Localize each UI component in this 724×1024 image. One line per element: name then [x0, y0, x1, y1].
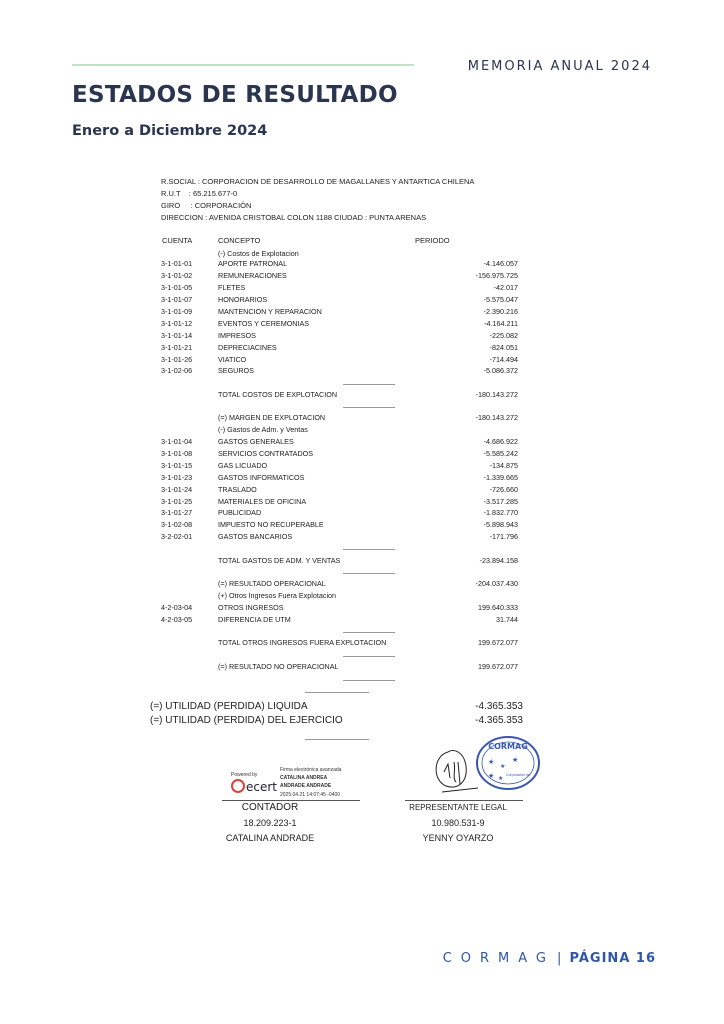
- firma-name-1: CATALINA ANDREA: [280, 775, 328, 781]
- row-amount: 31.744: [496, 615, 518, 624]
- row-code: 3-1-01-21: [161, 343, 193, 352]
- table-row: [0, 271, 724, 282]
- company-giro: GIRO : CORPORACIÓN: [161, 201, 252, 210]
- row-amount: -1.339.665: [483, 473, 518, 482]
- table-row: [0, 508, 724, 519]
- row-amount: -134.875: [489, 461, 518, 470]
- row-code: 3-1-01-08: [161, 449, 193, 458]
- row-amount: -180.143.272: [475, 413, 518, 422]
- column-header-cuenta: CUENTA: [162, 236, 193, 245]
- row-concept: IMPRESOS: [218, 331, 256, 340]
- ecert-logo: ecert: [231, 779, 277, 794]
- row-amount: -726.660: [489, 485, 518, 494]
- row-code: 3-2-02-01: [161, 532, 193, 541]
- row-concept: SEGUROS: [218, 366, 254, 375]
- total-rule: [305, 739, 369, 740]
- row-code: 3-1-01-02: [161, 271, 193, 280]
- table-row: [0, 259, 724, 270]
- row-code: 3-1-01-12: [161, 319, 193, 328]
- row-amount: -180.143.272: [475, 390, 518, 399]
- row-amount: -824.051: [489, 343, 518, 352]
- row-code: 4-2-03-04: [161, 603, 193, 612]
- table-row: [0, 437, 724, 448]
- page-subtitle: Enero a Diciembre 2024: [72, 123, 268, 139]
- row-amount: -5.585.242: [483, 449, 518, 458]
- row-amount: 199.640.333: [478, 603, 518, 612]
- row-amount: -5.898.943: [483, 520, 518, 529]
- page-number: PÁGINA 16: [569, 951, 656, 966]
- company-direccion: DIRECCION : AVENIDA CRISTOBAL COLON 1188 CIUDAD : PUNTA ARENAS: [161, 213, 427, 222]
- row-concept: PUBLICIDAD: [218, 508, 262, 517]
- footer-separator: |: [557, 951, 563, 966]
- table-row: [0, 295, 724, 306]
- row-concept: REMUNERACIONES: [218, 271, 287, 280]
- row-amount: -171.796: [489, 532, 518, 541]
- contador-rut: 18.209.223-1: [243, 818, 297, 828]
- row-concept: (-) Costos de Explotacion: [218, 249, 299, 258]
- subtotal-rule: [343, 407, 395, 408]
- row-concept: TOTAL COSTOS DE EXPLOTACION: [218, 390, 338, 399]
- row-concept: EVENTOS Y CEREMONIAS: [218, 319, 310, 328]
- row-concept: VIATICO: [218, 355, 247, 364]
- row-amount: -4.164.211: [484, 319, 518, 328]
- row-concept: GASTOS BANCARIOS: [218, 532, 293, 541]
- row-concept: IMPUESTO NO RECUPERABLE: [218, 520, 324, 529]
- table-row: [0, 520, 724, 531]
- subtotal-rule: [343, 573, 395, 574]
- row-concept: TRASLADO: [218, 485, 257, 494]
- row-amount: -204.037.430: [475, 579, 518, 588]
- row-code: 3-1-01-26: [161, 355, 193, 364]
- report-name: MEMORIA ANUAL 2024: [467, 59, 652, 74]
- column-header-periodo: PERIODO: [415, 236, 450, 245]
- row-concept: OTROS INGRESOS: [218, 603, 284, 612]
- representante-name: YENNY OYARZO: [422, 833, 494, 843]
- table-row: [0, 319, 724, 330]
- company-rut: R.U.T : 65.215.677-0: [161, 189, 238, 198]
- subtotal-rule: [343, 680, 395, 681]
- row-concept: (=) RESULTADO OPERACIONAL: [218, 579, 326, 588]
- row-concept: HONORARIOS: [218, 295, 268, 304]
- svg-text:Corporación de: Corporación de: [506, 773, 530, 777]
- powered-by-text: Powered by: [231, 772, 258, 778]
- row-code: 3-1-02-06: [161, 366, 193, 375]
- table-row: [0, 331, 724, 342]
- row-code: 3-1-01-01: [161, 259, 193, 268]
- row-code: 3-1-01-24: [161, 485, 193, 494]
- utilidad-liquida-label: (=) UTILIDAD (PERDIDA) LIQUIDA: [150, 701, 308, 712]
- row-code: 3-1-01-27: [161, 508, 193, 517]
- row-code: 3-1-01-23: [161, 473, 193, 482]
- row-amount: -3.517.285: [483, 497, 518, 506]
- row-amount: -714.494: [489, 355, 518, 364]
- row-concept: APORTE PATRONAL: [218, 259, 288, 268]
- utilidad-ejercicio-value: -4.365.353: [475, 715, 523, 726]
- row-amount: -23.894.158: [479, 556, 518, 565]
- table-row: [0, 413, 724, 424]
- row-code: 3-1-01-09: [161, 307, 193, 316]
- row-concept: FLETES: [218, 283, 246, 292]
- row-amount: -42.017: [493, 283, 518, 292]
- row-amount: 199.672.077: [478, 638, 518, 647]
- row-amount: -5.575.047: [483, 295, 518, 304]
- row-code: 4-2-03-05: [161, 615, 193, 624]
- representante-rut: 10.980.531-9: [431, 818, 485, 828]
- firma-date: 2025.04.21 14:07:45 -0400: [280, 792, 341, 798]
- svg-text:CORMAG: CORMAG: [488, 742, 528, 751]
- row-code: 3-1-01-14: [161, 331, 193, 340]
- contador-role: CONTADOR: [241, 802, 299, 813]
- signature-line-contador: [222, 800, 360, 801]
- row-concept: (=) MARGEN DE EXPLOTACION: [218, 413, 326, 422]
- utilidad-ejercicio-label: (=) UTILIDAD (PERDIDA) DEL EJERCICIO: [150, 715, 343, 726]
- table-row: [0, 307, 724, 318]
- row-code: 3-1-01-05: [161, 283, 193, 292]
- row-concept: TOTAL OTROS INGRESOS FUERA EXPLOTACION: [218, 638, 387, 647]
- subtotal-rule: [343, 632, 395, 633]
- table-row: [0, 603, 724, 614]
- row-concept: TOTAL GASTOS DE ADM. Y VENTAS: [218, 556, 341, 565]
- row-amount: -4.686.922: [483, 437, 518, 446]
- row-concept: DIFERENCIA DE UTM: [218, 615, 291, 624]
- subtotal-rule: [343, 656, 395, 657]
- row-concept: GASTOS INFORMATICOS: [218, 473, 305, 482]
- svg-text:★: ★: [488, 773, 495, 780]
- column-header-concepto: CONCEPTO: [218, 236, 261, 245]
- table-row: [0, 473, 724, 484]
- signature-line-representante: [405, 800, 523, 801]
- table-row: [0, 355, 724, 366]
- svg-text:★: ★: [500, 764, 506, 770]
- cormag-stamp: [474, 734, 542, 792]
- row-amount: -225.082: [489, 331, 518, 340]
- page-footer: [443, 951, 656, 966]
- row-amount: -5.086.372: [483, 366, 518, 375]
- table-row: [0, 615, 724, 626]
- table-row: [0, 390, 724, 401]
- table-row: [0, 591, 724, 602]
- ecert-icon: [231, 779, 245, 793]
- total-rule: [305, 692, 369, 693]
- row-code: 3-1-01-04: [161, 437, 193, 446]
- table-row: [0, 485, 724, 496]
- table-row: [0, 662, 724, 673]
- table-row: [0, 343, 724, 354]
- row-code: 3-1-01-25: [161, 497, 193, 506]
- row-code: 3-1-02-08: [161, 520, 193, 529]
- row-concept: GASTOS GENERALES: [218, 437, 294, 446]
- table-row: [0, 449, 724, 460]
- row-amount: -4.146.057: [483, 259, 518, 268]
- header-divider: [72, 64, 414, 66]
- row-amount: -1.832.770: [483, 508, 518, 517]
- row-code: 3-1-01-07: [161, 295, 193, 304]
- table-row: [0, 532, 724, 543]
- representante-role: REPRESENTANTE LEGAL: [409, 803, 507, 812]
- row-concept: (-) Gastos de Adm. y Ventas: [218, 425, 308, 434]
- table-row: [0, 461, 724, 472]
- utilidad-liquida-value: -4.365.353: [475, 701, 523, 712]
- row-concept: (+) Otros Ingresos Fuera Explotacion: [218, 591, 337, 600]
- table-row: [0, 425, 724, 436]
- svg-text:★: ★: [488, 759, 495, 766]
- company-rsocial: R.SOCIAL : CORPORACION DE DESARROLLO DE MAGALLANES Y ANTARTICA CHILENA: [161, 177, 475, 186]
- row-amount: -156.975.725: [475, 271, 518, 280]
- contador-name: CATALINA ANDRADE: [225, 833, 315, 843]
- table-row: [0, 556, 724, 567]
- row-concept: GAS LICUADO: [218, 461, 268, 470]
- svg-text:★: ★: [498, 776, 504, 782]
- footer-brand: CORMAG: [442, 951, 555, 966]
- table-row: [0, 579, 724, 590]
- table-row: [0, 497, 724, 508]
- table-row: [0, 283, 724, 294]
- row-concept: MATERIALES DE OFICINA: [218, 497, 307, 506]
- table-row: [0, 366, 724, 377]
- subtotal-rule: [343, 549, 395, 550]
- subtotal-rule: [343, 384, 395, 385]
- table-row: [0, 638, 724, 649]
- row-code: 3-1-01-15: [161, 461, 193, 470]
- row-amount: 199.672.077: [478, 662, 518, 671]
- page-title: ESTADOS DE RESULTADO: [72, 82, 398, 108]
- row-concept: DEPRECIACINES: [218, 343, 277, 352]
- row-concept: SERVICIOS CONTRATADOS: [218, 449, 314, 458]
- row-concept: MANTENCION Y REPARACION: [218, 307, 322, 316]
- svg-text:★: ★: [512, 757, 519, 764]
- firma-title: Firma electrónica avanzada: [280, 767, 342, 773]
- firma-name-2: ANDRADE ANDRADE: [280, 783, 332, 789]
- row-amount: -2.390.216: [483, 307, 518, 316]
- row-concept: (=) RESULTADO NO OPERACIONAL: [218, 662, 339, 671]
